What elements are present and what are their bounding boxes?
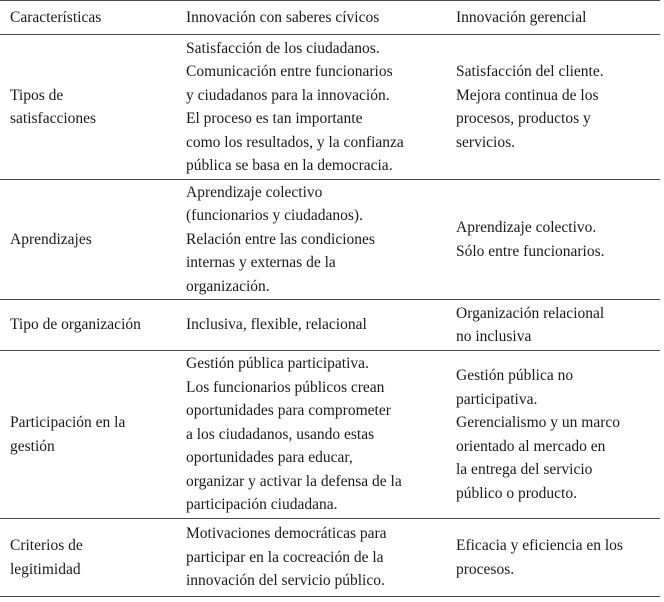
row-civic-cell <box>186 300 448 350</box>
header-label: Innovación gerencial <box>456 8 587 26</box>
row-feature-cell <box>10 180 178 299</box>
header-label: Características <box>10 8 102 26</box>
row-feature-cell <box>10 300 178 350</box>
managerial-text: Gestión pública no participativa. Gerencialismo y un marco orientado al mercado en la entrega del servicio público o producto. <box>456 367 620 502</box>
feature-label: Participación en la gestión <box>10 414 126 455</box>
managerial-text: Organización relacional no inclusiva <box>456 304 605 345</box>
feature-label: Criterios de legitimidad <box>10 537 83 578</box>
row-feature-cell <box>10 351 178 518</box>
row-managerial-cell <box>456 180 656 299</box>
civic-text: Aprendizaje colectivo (funcionarios y ciudadanos). Relación entre las condiciones internas y externas de la organización. <box>186 183 375 295</box>
civic-text: Inclusiva, flexible, relacional <box>186 316 367 334</box>
row-managerial-cell <box>456 351 656 518</box>
feature-label: Tipos de satisfacciones <box>10 86 97 127</box>
civic-text: Motivaciones democráticas para participar en la cocreación de la innovación del servicio público. <box>186 525 387 590</box>
feature-label: Tipo de organización <box>10 316 141 334</box>
row-feature-cell <box>10 35 178 179</box>
header-cell-managerial-innovation <box>456 1 656 34</box>
header-cell-civic-innovation <box>186 1 448 34</box>
row-civic-cell <box>186 35 448 179</box>
row-managerial-cell <box>456 300 656 350</box>
managerial-text: Eficacia y eficiencia en los procesos. <box>456 537 623 578</box>
table-bottom-rule <box>0 596 660 597</box>
row-feature-cell <box>10 519 178 596</box>
row-managerial-cell <box>456 35 656 179</box>
managerial-text: Aprendizaje colectivo. Sólo entre funcionarios. <box>456 219 605 260</box>
row-civic-cell <box>186 180 448 299</box>
civic-text: Satisfacción de los ciudadanos. Comunicación entre funcionarios y ciudadanos para la innovación. El proceso es tan importante como los resultados, y la confianza pública se basa en la democracia. <box>186 39 404 174</box>
row-civic-cell <box>186 519 448 596</box>
header-cell-characteristics <box>10 1 178 34</box>
row-civic-cell <box>186 351 448 518</box>
civic-text: Gestión pública participativa. Los funcionarios públicos crean oportunidades para comprometer a los ciudadanos, usando estas oportunidades para educar, organizar y activar la defensa de la participación ciudadana. <box>186 355 402 514</box>
managerial-text: Satisfacción del cliente. Mejora continua de los procesos, productos y servicios. <box>456 63 604 151</box>
header-label: Innovación con saberes cívicos <box>186 8 380 26</box>
row-managerial-cell <box>456 519 656 596</box>
feature-label: Aprendizajes <box>10 230 92 248</box>
